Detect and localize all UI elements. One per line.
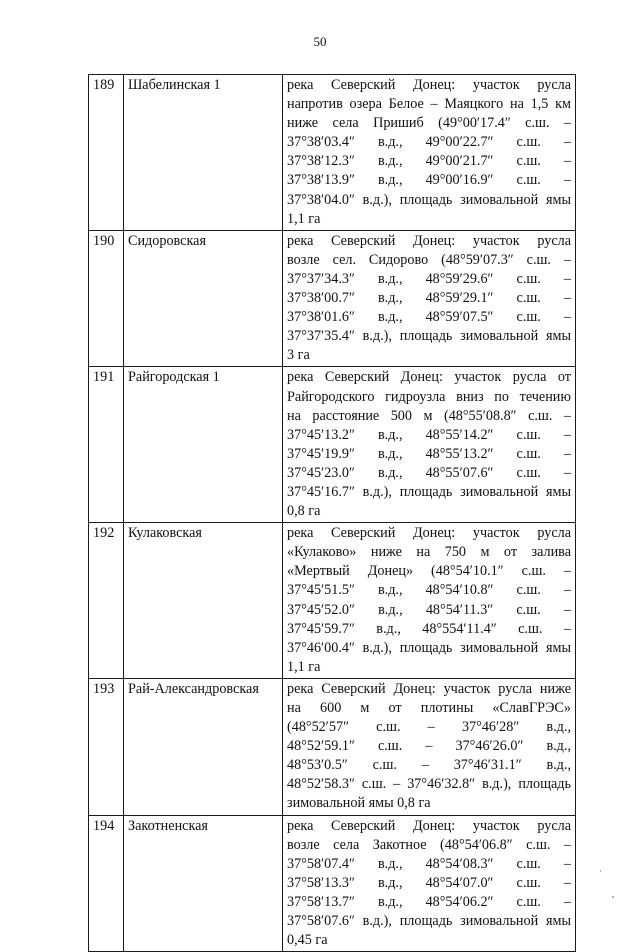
description-line: 3 га (287, 347, 310, 364)
table-row (89, 230, 576, 367)
scan-speck (600, 870, 601, 872)
description-line: 37°45′19.9″ в.д., 48°55′13.2″ с.ш. – (287, 445, 571, 462)
row-number: 190 (89, 230, 124, 367)
description-line: 37°38′00.7″ в.д., 48°59′29.1″ с.ш. – (287, 290, 571, 307)
description-line: 37°45′51.5″ в.д., 48°54′10.8″ с.ш. – (287, 582, 571, 599)
row-number: 192 (89, 523, 124, 679)
description-line: река Северский Донец: участок русла (287, 232, 571, 249)
description-line: 37°45′52.0″ в.д., 48°54′11.3″ с.ш. – (287, 601, 571, 618)
description-line: 37°37′34.3″ в.д., 48°59′29.6″ с.ш. – (287, 270, 571, 287)
description-line: ниже села Пришиб (49°00′17.4″ с.ш. – (287, 115, 571, 132)
description-line: 37°58′13.3″ в.д., 48°54′07.0″ с.ш. – (287, 874, 571, 891)
description-line: река Северский Донец: участок русла ниже (287, 680, 571, 697)
description-line: 37°45′59.7″ в.д., 48°554′11.4″ с.ш. – (287, 620, 571, 637)
description-line: 37°38′04.0″ в.д.), площадь зимовальной ямы (287, 191, 571, 208)
fishery-table (88, 74, 576, 952)
description-line: на расстояние 500 м (48°55′08.8″ с.ш. – (287, 407, 571, 424)
scan-speck (612, 896, 614, 898)
description-line: на 600 м от плотины «СлавГРЭС» (287, 700, 571, 716)
row-number: 189 (89, 75, 124, 231)
description-line: 37°38′03.4″ в.д., 49°00′22.7″ с.ш. – (287, 134, 571, 151)
description-line: зимовальной ямы 0,8 га (287, 795, 431, 812)
description-line: 48°53′0.5″ с.ш. – 37°46′31.1″ в.д., (287, 757, 571, 774)
description-line: возле села Закотное (48°54′06.8″ с.ш. – (287, 836, 571, 853)
description-line: 37°38′13.9″ в.д., 49°00′16.9″ с.ш. – (287, 172, 571, 189)
table-row (89, 75, 576, 231)
description-line: 1,1 га (287, 210, 321, 227)
site-description (283, 678, 576, 815)
site-name: Сидоровская (124, 230, 283, 367)
description-line: река Северский Донец: участок русла от (287, 369, 571, 386)
site-description (283, 815, 576, 952)
description-line: 37°46′00.4″ в.д.), площадь зимовальной ямы (287, 639, 571, 656)
table-row (89, 523, 576, 679)
description-line: река Северский Донец: участок русла (287, 77, 571, 93)
description-line: возле сел. Сидорово (48°59′07.3″ с.ш. – (287, 251, 571, 268)
description-line: 37°45′16.7″ в.д.), площадь зимовальной ямы (287, 483, 571, 500)
description-line: «Кулаково» ниже на 750 м от залива (287, 544, 571, 561)
description-line: «Мертвый Донец» (48°54′10.1″ с.ш. – (287, 563, 571, 580)
site-description (283, 230, 576, 367)
site-description (283, 367, 576, 523)
description-line: 37°38′01.6″ в.д., 48°59′07.5″ с.ш. – (287, 309, 571, 326)
description-line: река Северский Донец: участок русла (287, 525, 571, 542)
table-row (89, 367, 576, 523)
table-row (89, 678, 576, 815)
site-name: Шабелинская 1 (124, 75, 283, 231)
description-line: 0,8 га (287, 503, 321, 520)
site-description (283, 523, 576, 679)
description-line: река Северский Донец: участок русла (287, 817, 571, 834)
row-number: 191 (89, 367, 124, 523)
site-description (283, 75, 576, 231)
description-line: 37°45′13.2″ в.д., 48°55′14.2″ с.ш. – (287, 426, 571, 443)
description-line: 37°45′23.0″ в.д., 48°55′07.6″ с.ш. – (287, 464, 571, 481)
description-line: 1,1 га (287, 658, 321, 675)
site-name: Закотненская (124, 815, 283, 952)
description-line: 37°58′07.4″ в.д., 48°54′08.3″ с.ш. – (287, 855, 571, 872)
description-line: (48°52′57″ с.ш. – 37°46′28″ в.д., (287, 719, 571, 736)
description-line: 37°58′07.6″ в.д.), площадь зимовальной ямы (287, 913, 571, 930)
table-row (89, 815, 576, 952)
page-number: 50 (313, 34, 327, 49)
description-line: 48°52′58.3″ с.ш. – 37°46′32.8″ в.д.), площадь (287, 776, 571, 793)
row-number: 194 (89, 815, 124, 952)
site-name: Райгородская 1 (124, 367, 283, 523)
description-line: 37°58′13.7″ в.д., 48°54′06.2″ с.ш. – (287, 893, 571, 910)
row-number: 193 (89, 678, 124, 815)
description-line: 48°52′59.1″ с.ш. – 37°46′26.0″ в.д., (287, 738, 571, 755)
site-name: Кулаковская (124, 523, 283, 679)
description-line: напротив озера Белое – Маяцкого на 1,5 км (287, 96, 571, 113)
site-name: Рай-Александровская (124, 678, 283, 815)
description-line: Райгородского гидроузла вниз по течению (287, 388, 571, 405)
description-line: 0,45 га (287, 932, 328, 949)
description-line: 37°37′35.4″ в.д.), площадь зимовальной ямы (287, 328, 571, 345)
description-line: 37°38′12.3″ в.д., 49°00′21.7″ с.ш. – (287, 153, 571, 170)
